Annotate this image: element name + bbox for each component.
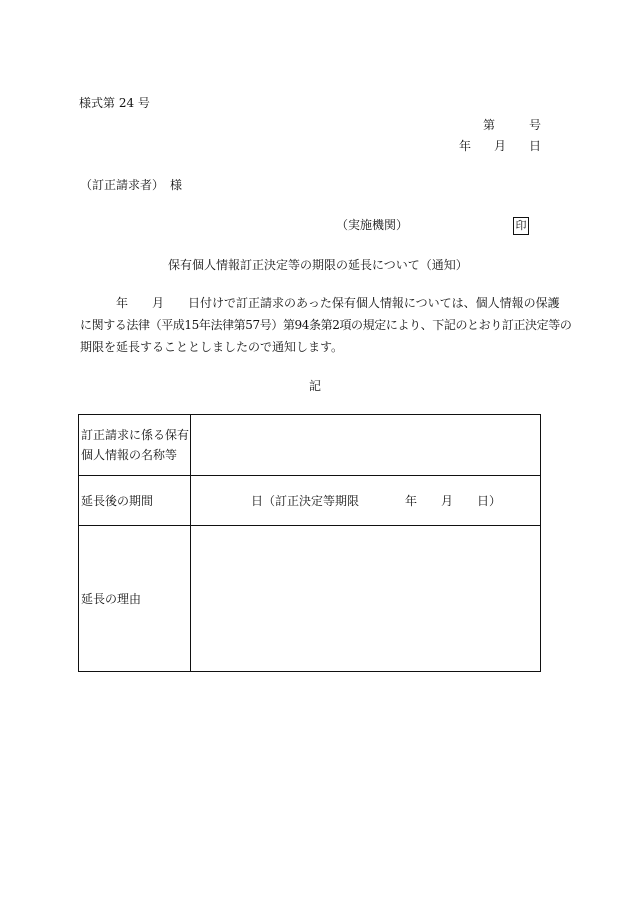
document-number-dai: 第 — [483, 118, 496, 132]
ki-heading: 記 — [309, 379, 322, 393]
table-label-record-name: 訂正請求に係る保有 個人情報の名称等 — [79, 415, 191, 476]
date-day: 日 — [529, 139, 542, 153]
issuing-agency: （実施機関） — [336, 218, 409, 232]
period-prefix: 日（訂正決定等期限 — [251, 494, 360, 508]
period-month: 月 — [441, 494, 454, 508]
table-row-period — [79, 476, 541, 526]
body-paragraph — [80, 292, 572, 358]
period-day: 日） — [477, 494, 502, 508]
document-title: 保有個人情報訂正決定等の期限の延長について（通知） — [168, 258, 468, 272]
extension-table — [78, 414, 541, 672]
body-line-1 — [80, 292, 560, 314]
table-label-period: 延長後の期間 — [79, 476, 191, 526]
body-month: 月 — [152, 296, 165, 310]
body-line-1-text: 日付けで訂正請求のあった保有個人情報については、個人情報の保護 — [188, 296, 560, 310]
body-line-3: 期限を延長することとしましたので通知します。 — [80, 340, 344, 354]
date-month: 月 — [494, 139, 507, 153]
form-number: 様式第 24 号 — [79, 96, 150, 110]
table-value-reason — [191, 526, 541, 672]
table-label-reason: 延長の理由 — [79, 526, 191, 672]
table-value-record-name — [191, 415, 541, 476]
seal-stamp: 印 — [513, 217, 529, 235]
body-year: 年 — [116, 296, 129, 310]
table-row-name — [79, 415, 541, 476]
table-value-period — [191, 476, 541, 526]
period-year: 年 — [405, 494, 418, 508]
date-year: 年 — [459, 139, 472, 153]
table-row-reason — [79, 526, 541, 672]
document-number-go: 号 — [529, 118, 542, 132]
body-line-2: に関する法律（平成15年法律第57号）第94条第2項の規定により、下記のとおり訂正決定等の — [80, 318, 572, 332]
addressee: （訂正請求者） 様 — [80, 178, 183, 192]
